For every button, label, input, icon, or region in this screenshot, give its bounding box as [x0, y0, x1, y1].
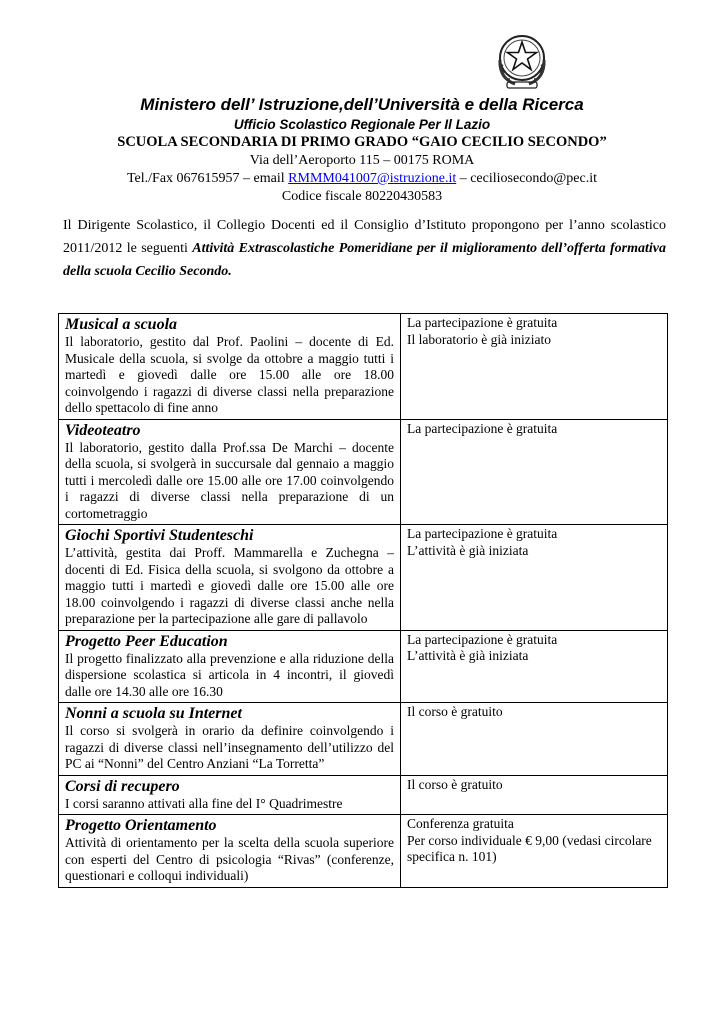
activity-description: Il laboratorio, gestito dalla Prof.ssa De Marchi – docente della scuola, si svolgerà in succursale dal gennaio a maggio tutti i mercoledì dalle ore 15.00 alle ore 17.00 coinvolgendo i ragazzi di diverse classi nella preparazione di un cortometraggio — [65, 439, 394, 521]
activity-info-line: L’attività è già iniziata — [407, 542, 529, 558]
activity-row — [59, 815, 668, 888]
activity-description: I corsi saranno attivati alla fine del I° Quadrimestre — [65, 795, 343, 811]
activity-row — [59, 525, 668, 631]
pec-email: – ceciliosecondo@pec.it — [456, 171, 598, 186]
activity-row — [59, 703, 668, 776]
activity-title: Progetto Peer Education — [65, 632, 228, 650]
activity-description-cell — [59, 630, 401, 703]
activity-description: Attività di orientamento per la scelta della scuola superiore con esperti del Centro di psicologia “Rivas” (conferenze, questionari e colloqui individuali) — [65, 835, 394, 883]
activity-row — [59, 419, 668, 525]
activity-description-cell — [59, 525, 401, 631]
intro-paragraph — [63, 214, 666, 283]
activities-table-body — [59, 314, 668, 888]
contact-line — [0, 170, 724, 188]
activity-info-cell — [401, 815, 668, 888]
intro-text: Il Dirigente Scolastico, il Collegio Docenti ed il Consiglio d’Istituto propongono per l’anno scolastico 2011/2012 le seguenti — [63, 218, 666, 256]
regional-office: Ufficio Scolastico Regionale Per Il Lazio — [233, 117, 491, 132]
letterhead — [0, 94, 724, 206]
activity-info-line: Il laboratorio è già iniziato — [407, 331, 551, 347]
activity-description-cell — [59, 419, 401, 525]
activity-info-cell — [401, 703, 668, 776]
intro-emphasis: Attività Extrascolastiche Pomeridiane per il miglioramento dell’offerta formativa della scuola Cecilio Secondo. — [63, 241, 666, 279]
ministry-name: Ministero dell’ Istruzione,dell’Università e della Ricerca — [140, 95, 584, 114]
activity-info-line: Il corso è gratuito — [407, 704, 503, 719]
activity-info-cell — [401, 314, 668, 420]
activity-info-cell — [401, 525, 668, 631]
activity-description: Il progetto finalizzato alla prevenzione e alla riduzione della dispersione scolastica si articola in 4 incontri, il giovedì dalle ore 14.30 alle ore 16.30 — [65, 650, 394, 699]
activity-info-line: L’attività è già iniziata — [407, 648, 529, 663]
email-link[interactable]: RMMM041007@istruzione.it — [288, 171, 457, 186]
activity-description-cell — [59, 314, 401, 420]
activity-description: Il laboratorio, gestito dal Prof. Paolini – docente di Ed. Musicale della scuola, si svolge da ottobre a maggio tutti i martedì e giovedì dalle ore 15.00 alle ore 18.00 coinvolgendo i ragazzi di diverse classi nella preparazione dello spettacolo di fine anno — [65, 334, 394, 415]
activity-info-cell — [401, 419, 668, 525]
activity-description-cell — [59, 775, 401, 815]
tax-code: Codice fiscale 80220430583 — [281, 189, 443, 204]
school-address: Via dell’Aeroporto 115 – 00175 ROMA — [249, 153, 475, 168]
activity-row — [59, 630, 668, 703]
activity-title: Corsi di recupero — [65, 777, 180, 795]
activity-row — [59, 314, 668, 420]
activity-row — [59, 775, 668, 815]
activity-info-line: Il corso è gratuito — [407, 776, 503, 792]
activity-info-line: La partecipazione è gratuita — [407, 420, 558, 436]
activity-info-line: La partecipazione è gratuita — [407, 631, 558, 647]
activity-info-line: Per corso individuale € 9,00 (vedasi circolare specifica n. 101) — [407, 832, 652, 864]
activity-info-cell — [401, 630, 668, 703]
school-name: SCUOLA SECONDARIA DI PRIMO GRADO “GAIO CECILIO SECONDO” — [117, 134, 607, 150]
activity-info-line: La partecipazione è gratuita — [407, 315, 558, 330]
activity-title: Videoteatro — [65, 421, 141, 439]
activity-title: Giochi Sportivi Studenteschi — [65, 527, 254, 544]
activity-info-line: La partecipazione è gratuita — [407, 526, 558, 541]
activity-title: Nonni a scuola su Internet — [65, 705, 242, 722]
activity-description-cell — [59, 703, 401, 776]
activity-info-line: Conferenza gratuita — [407, 816, 514, 831]
activity-description: Il corso si svolgerà in orario da definire coinvolgendo i ragazzi di diverse classi nell’insegnamento dell’utilizzo del PC ai “Nonni” del Centro Anziani “La Torretta” — [65, 723, 394, 771]
activity-title: Progetto Orientamento — [65, 817, 217, 834]
activity-description: L’attività, gestita dai Proff. Mammarella e Zuchegna – docenti di Ed. Fisica della scuola, si svolgono da ottobre a maggio tutti i martedì e giovedì dalle ore 15.00 alle ore 18.00 coinvolgendo i ragazzi di diverse classi anche nella preparazione per la partecipazione alle gare di pallavolo — [65, 545, 394, 626]
contact-phone: Tel./Fax 067615957 – email — [126, 171, 289, 186]
activities-table — [58, 313, 668, 888]
activity-info-cell — [401, 775, 668, 815]
activity-description-cell — [59, 815, 401, 888]
activity-title: Musical a scuola — [65, 316, 178, 333]
italian-republic-emblem-icon — [491, 30, 553, 92]
